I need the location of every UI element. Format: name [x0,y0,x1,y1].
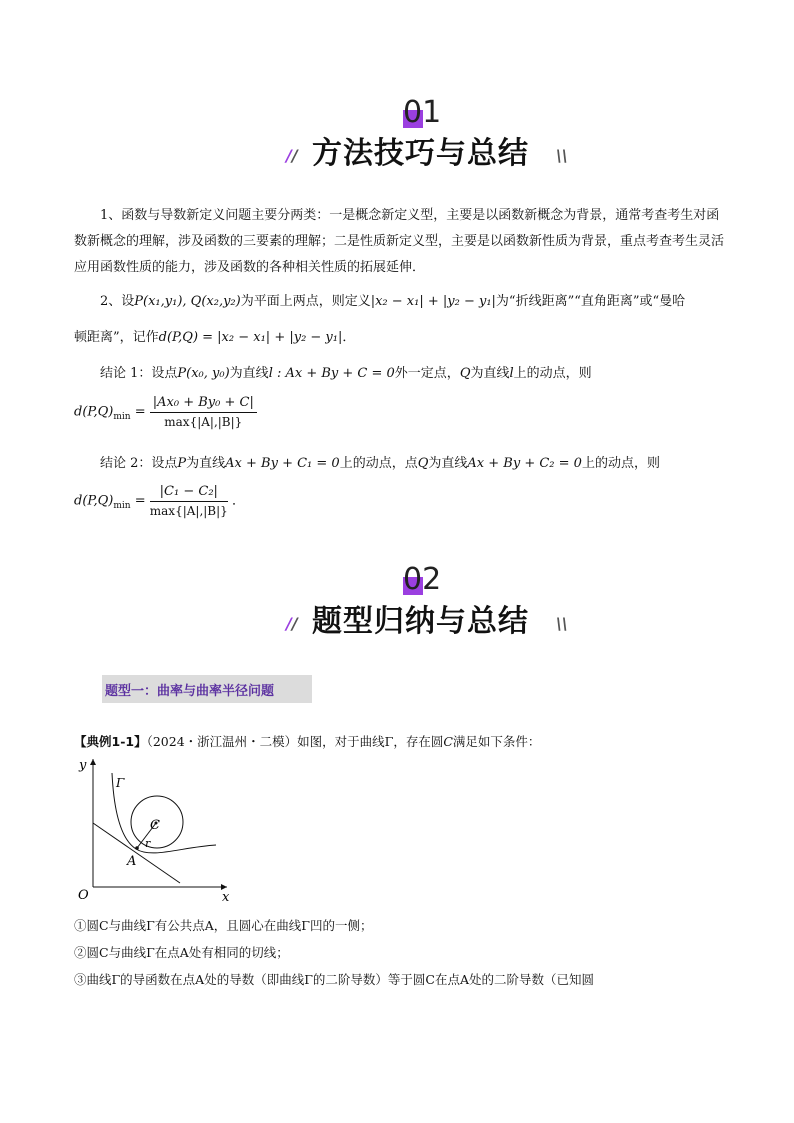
curve-circle-figure [72,755,242,905]
paragraph-2-line-2: 顿距离”，记作d(P,Q) = |x₂ − x₁| + |y₂ − y₁|． [74,330,356,345]
tangent-line [93,823,180,883]
c-label: C [150,818,160,833]
origin-label: O [78,888,89,903]
section-2-deco-left: // [286,614,298,633]
paragraph-1: 1、函数与导数新定义问题主要分两类：一是概念新定义型，主要是以函数新概念为背景，通常考查考生对函数新概念的理解，涉及函数的三要素的理解；二是性质新定义型，主要是以函数新性质为背景，重点考查考生灵活应用函数性质的能力，涉及函数的各种相关性质的拓展延伸． [74,208,725,275]
question-type-label: 题型一：曲率与曲率半径问题 [105,684,275,699]
y-label: y [79,758,87,773]
section-1-deco-right: \\ [556,146,568,165]
x-label: x [222,890,230,905]
condition-2: ②圆C与曲线Γ在点A处有相同的切线； [74,945,289,960]
conclusion-2-line: 结论 2：设点P为直线Ax + By + C₁ = 0上的动点，点Q为直线Ax + By + C₂ = 0上的动点，则 [100,456,660,471]
gamma-label: Γ [116,776,125,790]
conclusion-1-line: 结论 1：设点P(x₀, y₀)为直线l : Ax + By + C = 0外一定点，Q为直线l上的动点，则 [100,366,592,381]
curve-gamma [112,773,216,853]
section-1-deco-left: // [286,146,298,165]
point-a [135,846,139,850]
a-label: A [127,854,137,869]
section-2-deco-right: \\ [556,614,568,633]
section-1-number: 01 [403,95,442,130]
r-label: r [145,837,151,850]
paragraph-2-line-1: 2、设P(x₁,y₁), Q(x₂,y₂)为平面上两点，则定义|x₂ − x₁| + |y₂ − y₁|为“折线距离”“直角距离”或“曼哈 [100,294,686,309]
condition-3: ③曲线Γ的导函数在点A处的导数（即曲线Γ的二阶导数）等于圆C在点A处的二阶导数（已知圆 [74,972,594,987]
section-1-title: 方法技巧与总结 [312,128,529,172]
conclusion-1-formula: $d(P,Q)_{min}$ = $\frac{\text{|Ax₀ + By₀ + C|}}{\max\{|A|,|B|\}}$ [74,395,257,429]
section-2-title: 题型归纳与总结 [312,596,529,640]
condition-1: ①圆C与曲线Γ有公共点A，且圆心在曲线Γ凹的一侧； [74,918,373,933]
section-2-number: 02 [403,562,442,597]
example-heading: 【典例1-1】（2024・浙江温州・二模）如图，对于曲线Γ，存在圆C满足如下条件： [74,734,541,749]
conclusion-2-formula: $d(P,Q)_{min}$ = $\frac{\text{|C₁ − C₂|}}{\max\{|A|,|B|\}}$ ． [74,484,245,518]
